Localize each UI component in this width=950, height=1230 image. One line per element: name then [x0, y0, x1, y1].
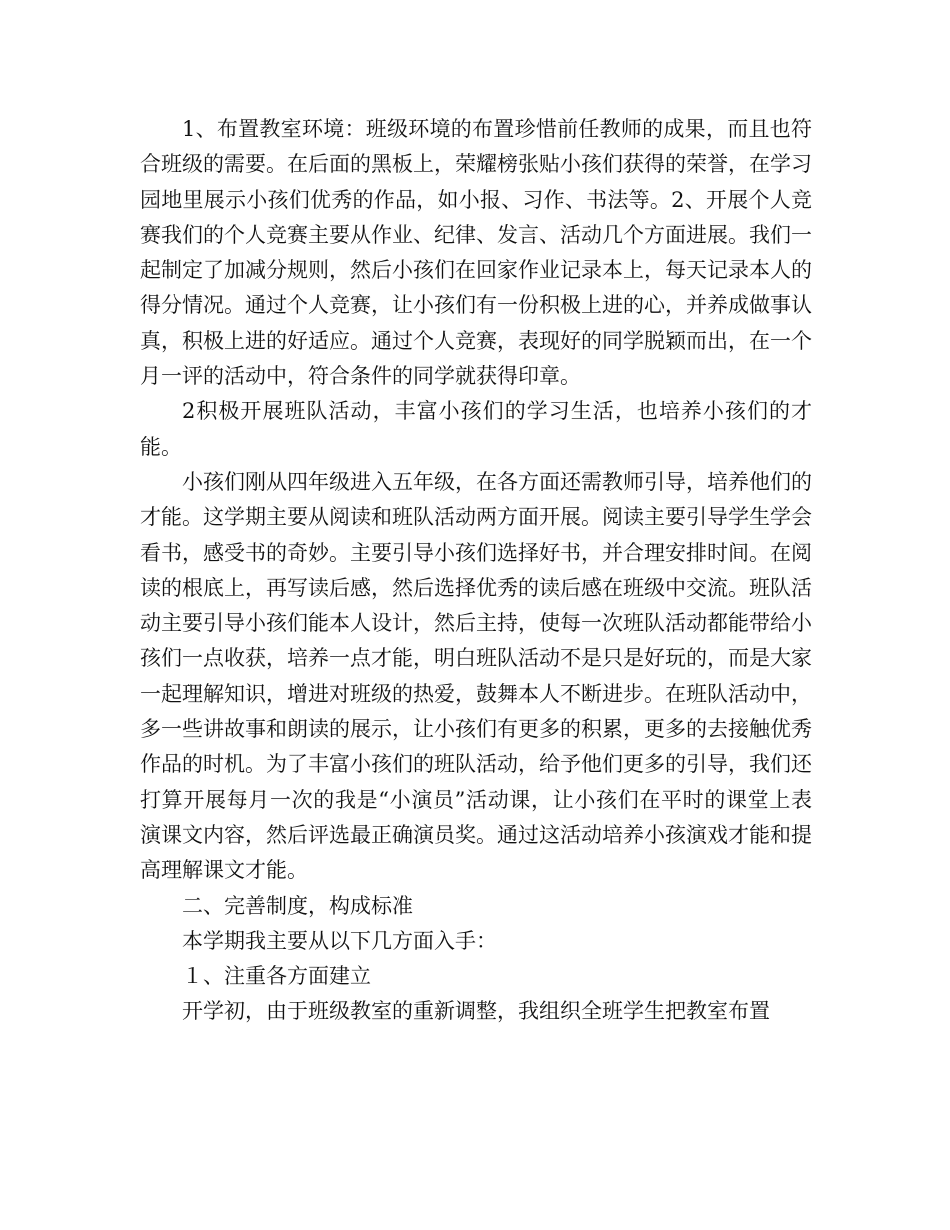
paragraph-class-activities-heading: 2积极开展班队活动，丰富小孩们的学习生活，也培养小孩们的才能。 — [140, 399, 812, 459]
paragraph-reading-and-activities: 小孩们刚从四年级进入五年级，在各方面还需教师引导，培养他们的才能。这学期主要从阅读和班队活动两方面开展。阅读主要引导学生学会看书，感受书的奇妙。主要引导小孩们选择好书，并合理安排时间。在阅读的根底上，再写读后感，然后选择优秀的读后感在班级中交流。班队活动主要引导小孩们能本人设计，然后主持，使每一次班队活动都能带给小孩们一点收获，培养一点才能，明白班队活动不是只是好玩的，而是大家一起理解知识，增进对班级的热爱，鼓舞本人不断进步。在班队活动中，多一些讲故事和朗读的展示，让小孩们有更多的积累，更多的去接触优秀作品的时机。为了丰富小孩们的班队活动，给予他们更多的引导，我们还打算开展每月一次的我是“小演员”活动课，让小孩们在平时的课堂上表演课文内容，然后评选最正确演员奖。通过这活动培养小孩演戏才能和提高理解课文才能。 — [140, 469, 812, 883]
document-body — [140, 112, 812, 1030]
paragraph-semester-start: 开学初，由于班级教室的重新调整，我组织全班学生把教室布置 — [182, 999, 770, 1024]
section-heading-system: 二、完善制度，构成标准 — [182, 893, 413, 918]
paragraph-classroom-environment: 1、布置教室环境：班级环境的布置珍惜前任教师的成果，而且也符合班级的需要。在后面的黑板上，荣耀榜张贴小孩们获得的荣誉，在学习园地里展示小孩们优秀的作品，如小报、习作、书法等。2、开展个人竞赛我们的个人竞赛主要从作业、纪律、发言、活动几个方面进展。我们一起制定了加减分规则，然后小孩们在回家作业记录本上，每天记录本人的得分情况。通过个人竞赛，让小孩们有一份积极上进的心，并养成做事认真，积极上进的好适应。通过个人竞赛，表现好的同学脱颖而出，在一个月一评的活动中，符合条件的同学就获得印章。 — [140, 117, 812, 389]
paragraph-semester-intro: 本学期我主要从以下几方面入手： — [182, 928, 497, 953]
subheading-construction: １、注重各方面建立 — [182, 964, 371, 989]
